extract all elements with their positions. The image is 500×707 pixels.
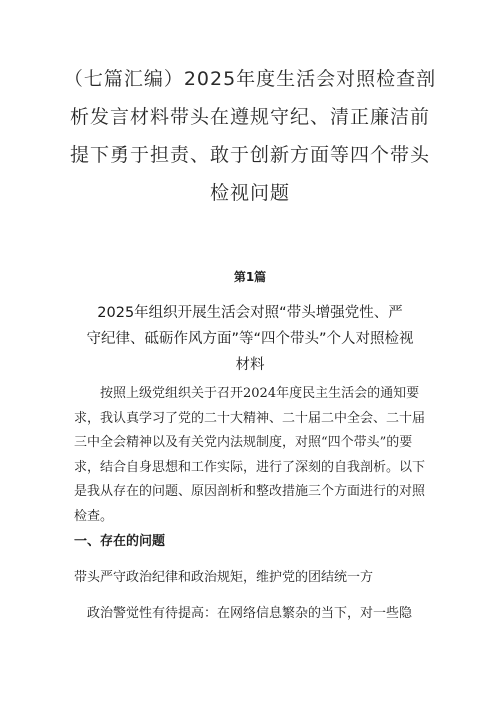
paragraph-line: 检查。 <box>74 508 114 524</box>
section-heading: 一、存在的问题 <box>74 534 166 549</box>
paragraph-line: 政治警觉性有待提高：在网络信息繁杂的当下，对一些隐 <box>74 606 413 621</box>
body-paragraph <box>74 602 430 627</box>
sub-title-line: 2025年组织开展生活会对照“带头增强党性、严 <box>97 305 403 321</box>
sub-title-line: 材料 <box>235 357 265 373</box>
paragraph-line: 是我从存在的问题、原因剖析和整改措施三个方面进行的对照 <box>74 484 426 499</box>
main-title-line: 提下勇于担责、敢于创新方面等四个带头 <box>69 144 430 166</box>
sub-title <box>70 300 430 378</box>
section-number: 第1篇 <box>233 270 267 284</box>
paragraph-line: 按照上级党组织关于召开2024年度民主生活会的通知要 <box>74 386 420 401</box>
main-title <box>60 60 440 212</box>
main-title-line: 析发言材料带头在遵规守纪、清正廉洁前 <box>69 106 430 128</box>
sub-title-line: 守纪律、砥砺作风方面”等“四个带头”个人对照检视 <box>86 331 414 347</box>
paragraph-line: 三中全会精神以及有关党内法规制度，对照“四个带头”的要 <box>74 435 413 450</box>
paragraph-line: 求，我认真学习了党的二十大精神、二十届二中全会、二十届 <box>74 410 426 426</box>
main-title-line: （七篇汇编）2025年度生活会对照检查剖 <box>63 68 437 90</box>
main-title-line: 检视问题 <box>209 182 290 204</box>
paragraph-line: 求，结合自身思想和工作实际，进行了深刻的自我剖析。以下 <box>74 459 426 475</box>
intro-paragraph <box>74 382 430 529</box>
body-paragraph <box>74 566 430 591</box>
paragraph-line: 带头严守政治纪律和政治规矩，维护党的团结统一方 <box>74 570 374 585</box>
